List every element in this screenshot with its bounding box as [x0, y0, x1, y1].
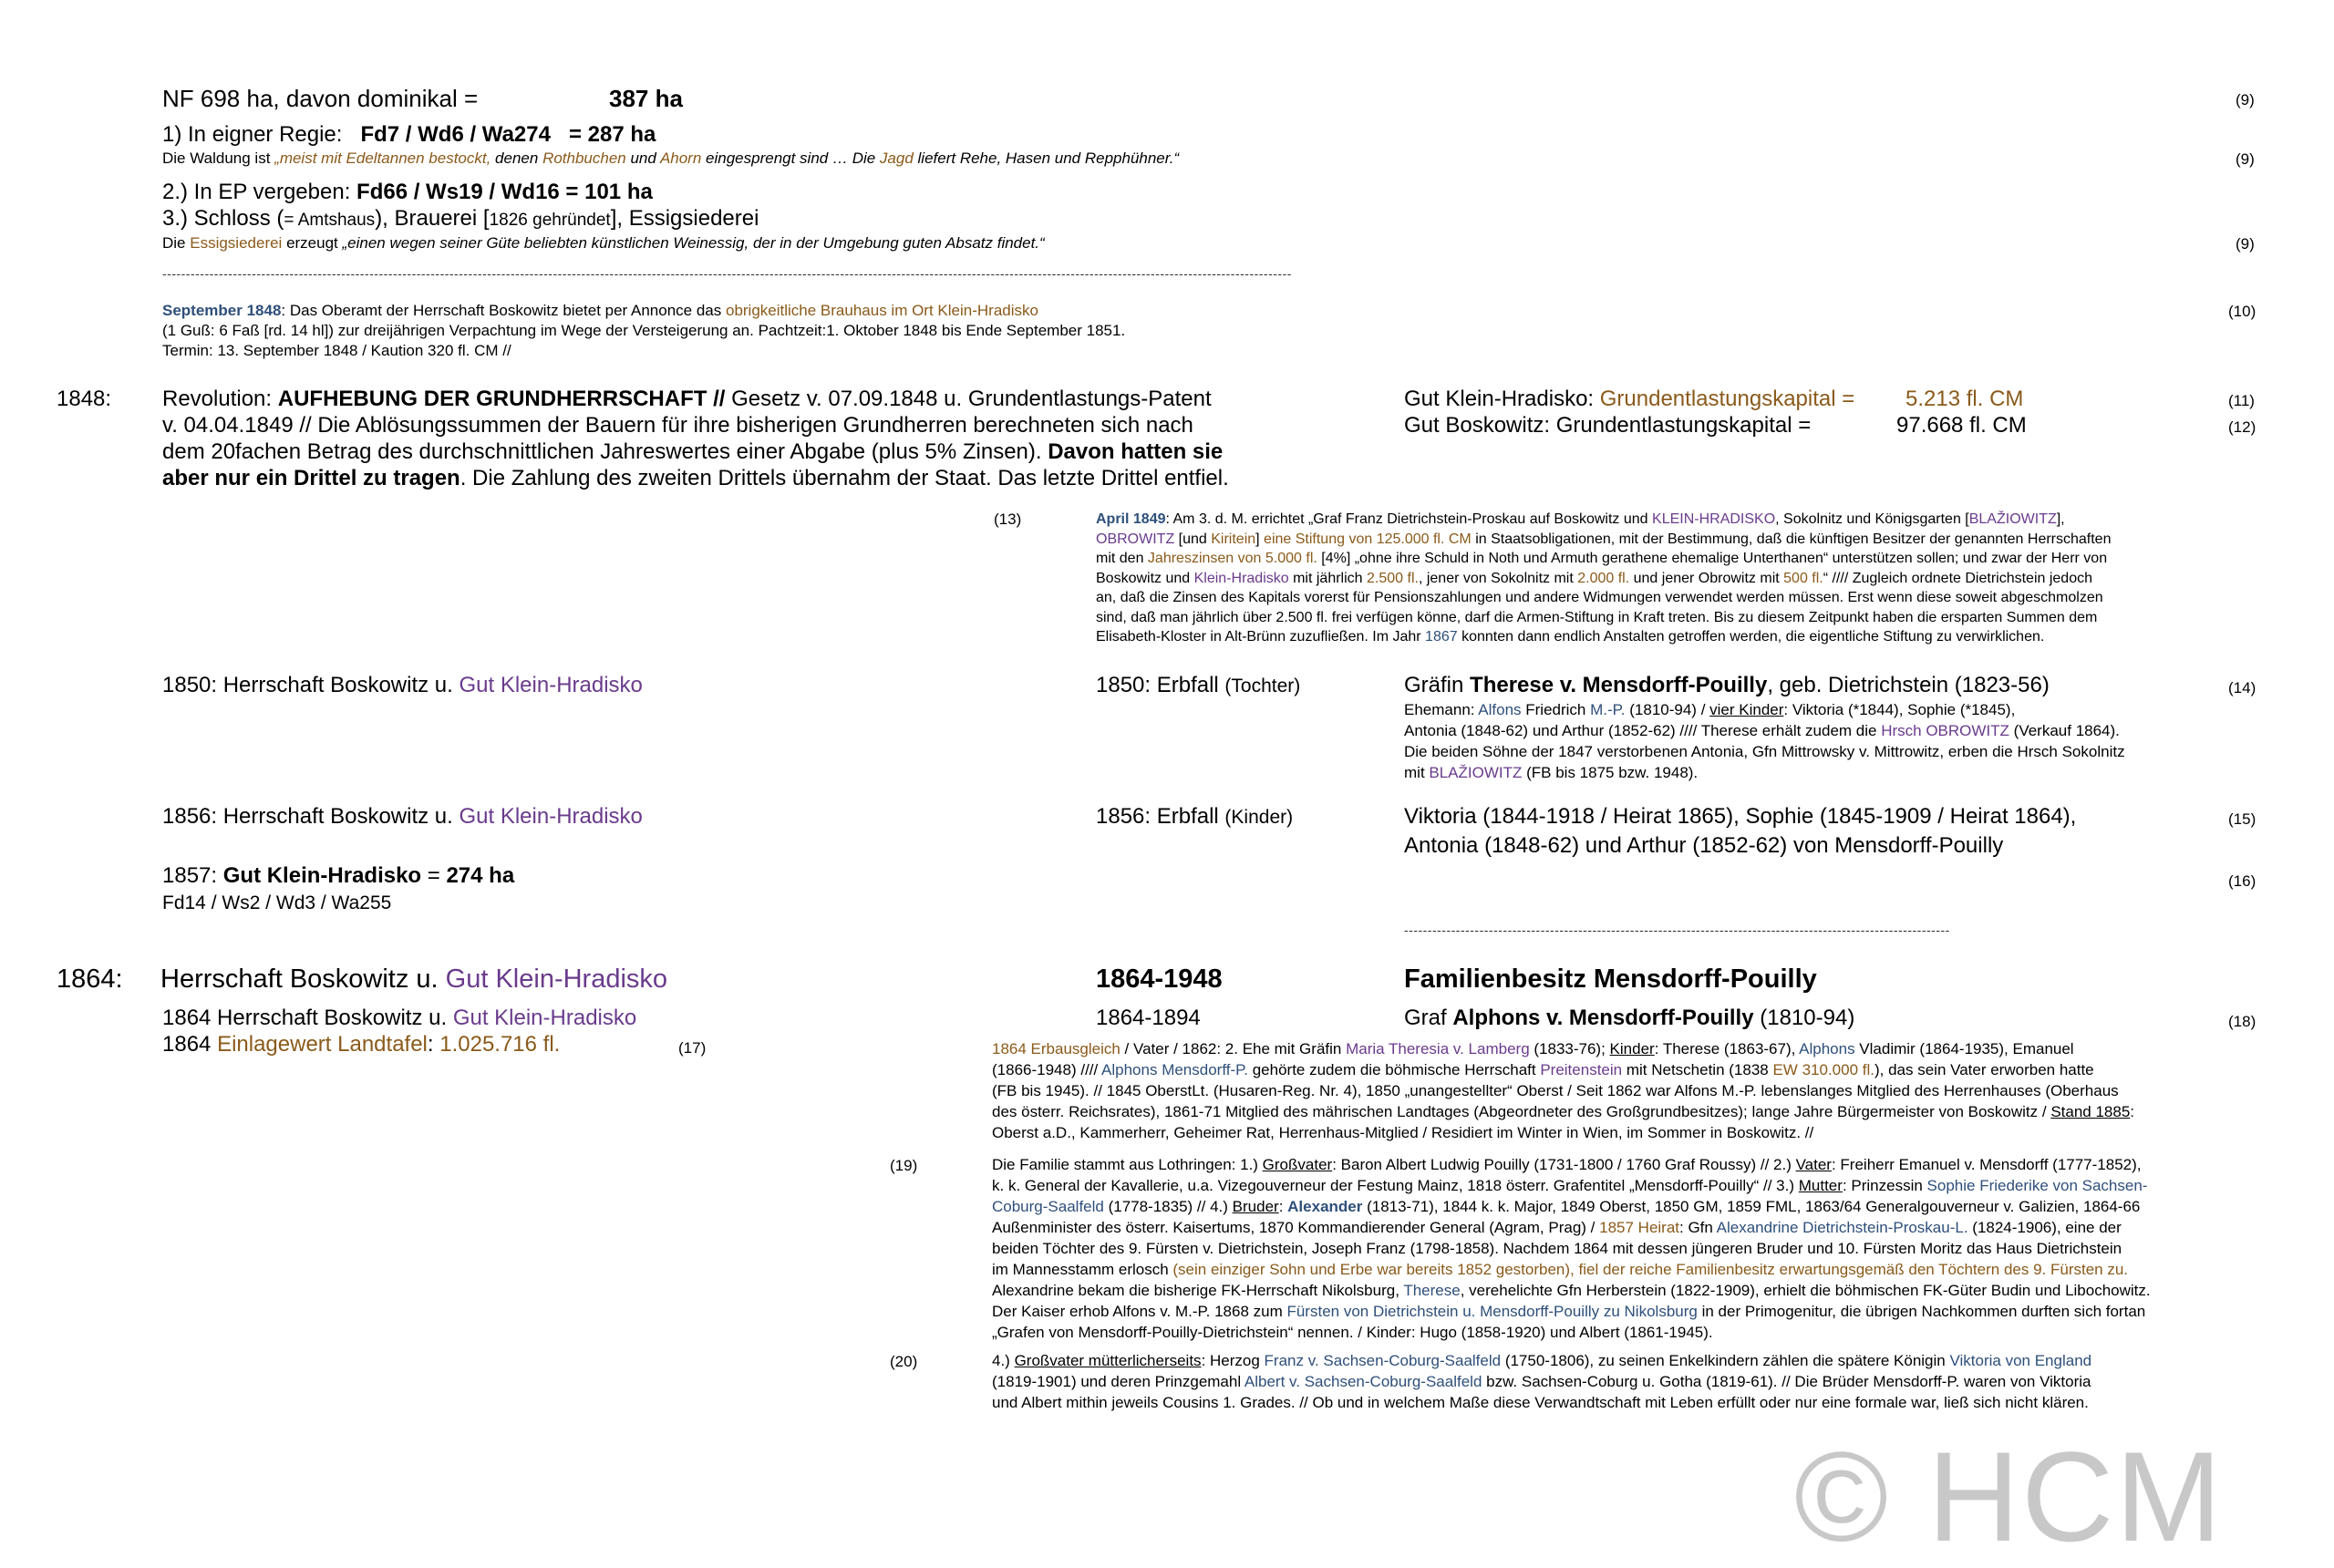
waldung-line: Die Waldung ist „meist mit Edeltannen bestockt, denen Rothbuchen und Ahorn eingesprengt sind … Die Jagd liefert Rehe, Hasen und Repphühner.“ [162, 150, 1180, 167]
y1856-r1: Viktoria (1844-1918 / Heirat 1865), Sophie (1845-1909 / Heirat 1864), [1404, 804, 2077, 829]
n19-l6: im Mannesstamm erlosch (sein einziger Sohn und Erbe war bereits 1852 gestorben), fiel der reiche Familienbesitz erwartungsgemäß den Töchtern des 9. Fürsten zu. [992, 1261, 2129, 1278]
n19-l1: Die Familie stammt aus Lothringen: 1.) Großvater: Baron Albert Ludwig Pouilly (1731-1800 / 1760 Graf Roussy) // 2.) Vater: Freiherr Emanuel v. Mensdorff (1777-1852), [992, 1156, 2142, 1173]
april-l6: sind, daß man jährlich über 2.500 fl. frei verfügen könne, darf die Armen-Stiftung in Kraft treten. Bis zu diesem Zeitpunkt haben die ersparten Summen dem [1096, 609, 2098, 625]
ref-11: (11) [2228, 392, 2255, 409]
n19-l3: Coburg-Saalfeld (1778-1835) // 4.) Bruder: Alexander (1813-71), 1844 k. k. Major, 1849 Oberst, 1850 GM, 1859 FML, 1863/64 Generalgouverneur v. Galizien, 1864-66 [992, 1198, 2141, 1215]
y1864-mid: 1864-1948 [1096, 965, 1223, 994]
april-l3: mit den Jahreszinsen von 5.000 fl. [4%] „ohne ihre Schuld in Noth und Armuth gerathene ehemalige Unterthanen“ unterstützen sollen; und zwar der Herr von [1096, 551, 2108, 566]
schloss-line: 3.) Schloss (= Amtshaus), Brauerei [1826 gehründet], Essigsiederei [162, 206, 759, 231]
ref-10: (10) [2228, 303, 2257, 320]
sep1848-l3: Termin: 13. September 1848 / Kaution 320 fl. CM // [162, 342, 511, 359]
ref-12: (12) [2228, 418, 2257, 436]
y1864-right: Familienbesitz Mensdorff-Pouilly [1404, 965, 1817, 994]
y1857-line: 1857: Gut Klein-Hradisko = 274 ha [162, 863, 515, 888]
n20-l1: 4.) Großvater mütterlicherseits: Herzog Franz v. Sachsen-Coburg-Saalfeld (1750-1806), zu seinen Enkelkindern zählen die spätere Königin Viktoria von England [992, 1352, 2092, 1369]
kh-capital-value: 5.213 fl. CM [1905, 387, 2024, 411]
ref-9b: (9) [2236, 150, 2255, 168]
ref-19: (19) [890, 1157, 918, 1174]
kh-capital: Gut Klein-Hradisko: Grundentlastungskapital = [1404, 387, 1855, 411]
n19-l7: Alexandrine bekam die bisherige FK-Herrschaft Nikolsburg, Therese, verehelichte Gfn Herberstein (1822-1909), erhielt die böhmischen FK-Güter Budin und Libochowitz. [992, 1282, 2151, 1299]
n19-l8: Der Kaiser erhob Alfons v. M.-P. 1868 zum Fürsten von Dietrichstein u. Mensdorff-Pouilly zu Nikolsburg in der Primogenitur, die übrigen Nachkommen durften sich fortan [992, 1303, 2146, 1320]
y1856-r2: Antonia (1848-62) und Arthur (1852-62) von Mensdorff-Pouilly [1404, 833, 2004, 858]
y1848-l2: v. 04.04.1849 // Die Ablösungssummen der Bauern für ihre bisherigen Grundherren berechneten sich nach [162, 413, 1193, 438]
ref-16: (16) [2228, 872, 2257, 890]
n19-l5: beiden Töchter des 9. Fürsten v. Dietrichstein, Joseph Franz (1798-1858). Nachdem 1864 mit dessen jüngeren Bruder und 10. Fürsten Moritz das Haus Dietrichstein [992, 1240, 2122, 1257]
n19-l2: k. k. General der Kavallerie, u.a. Vizegouverneur der Festung Mainz, 1818 österr. Grafentitel „Mensdorff-Pouilly“ // 3.) Mutter: Prinzessin Sophie Friederike von Sachsen- [992, 1177, 2148, 1194]
y1850-mid: 1850: Erbfall (Tochter) [1096, 673, 1301, 697]
n18-l5: Oberst a.D., Kammerherr, Geheimer Rat, Herrenhaus-Mitglied / Residiert im Winter in Wien, im Sommer in Boskowitz. // [992, 1124, 1814, 1141]
ref-9a: (9) [2236, 91, 2255, 108]
sep1848-l2: (1 Guß: 6 Faß [rd. 14 hl]) zur dreijährigen Verpachtung im Wege der Versteigerung an. Pachtzeit:1. Oktober 1848 bis Ende September 1851. [162, 322, 1126, 339]
y1864-right2: Graf Alphons v. Mensdorff-Pouilly (1810-94) [1404, 1006, 1855, 1030]
bo-capital-value: 97.668 fl. CM [1896, 413, 2027, 438]
n19-l9: „Grafen von Mensdorff-Pouilly-Dietrichstein“ nennen. / Kinder: Hugo (1858-1920) und Albert (1861-1945). [992, 1324, 1713, 1341]
sep1848-l1: September 1848: Das Oberamt der Herrschaft Boskowitz bietet per Annonce das obrigkeitliche Brauhaus im Ort Klein-Hradisko [162, 302, 1038, 319]
ref-14: (14) [2228, 679, 2257, 696]
regie-line: 1) In eigner Regie: Fd7 / Wd6 / Wa274 = 287 ha [162, 122, 656, 147]
april-l7: Elisabeth-Kloster in Alt-Brünn zuzufließen. Im Jahr 1867 konnten dann endlich Anstalten getroffen werden, die eigentliche Stiftung zu verwirklichen. [1096, 629, 2045, 645]
watermark: © HCM [1794, 1425, 2224, 1568]
year-1864: 1864: [57, 965, 123, 994]
y1857-codes: Fd14 / Ws2 / Wd3 / Wa255 [162, 892, 392, 913]
y1864-mid2: 1864-1894 [1096, 1006, 1201, 1030]
y1856-left: 1856: Herrschaft Boskowitz u. Gut Klein-Hradisko [162, 804, 643, 829]
y1864-l3: 1864 Einlagewert Landtafel: 1.025.716 fl. [162, 1032, 561, 1057]
nf-line [162, 84, 478, 113]
y1850-n3: Die beiden Söhne der 1847 verstorbenen Antonia, Gfn Mittrowsky v. Mittrowitz, erben die Hrsch Sokolnitz [1404, 743, 2125, 760]
ref-20: (20) [890, 1353, 918, 1370]
n20-l2: (1819-1901) und deren Prinzgemahl Albert v. Sachsen-Coburg-Saalfeld bzw. Sachsen-Coburg u. Gotha (1819-61). // Die Brüder Mensdorff-P. waren von Viktoria [992, 1373, 2091, 1390]
nf-text: NF 698 ha, davon dominikal = [162, 85, 479, 112]
y1850-n2: Antonia (1848-62) und Arthur (1852-62) //// Therese erhält zudem die Hrsch OBROWITZ (Verkauf 1864). [1404, 722, 2120, 739]
y1864-l2: 1864 Herrschaft Boskowitz u. Gut Klein-Hradisko [162, 1006, 637, 1030]
april-l2: OBROWITZ [und Kiritein] eine Stiftung von 125.000 fl. CM in Staatsobligationen, mit der Bestimmung, daß die künftigen Besitzer der genannten Herrschaften [1096, 531, 2112, 547]
essig-line: Die Essigsiederei erzeugt „einen wegen seiner Güte beliebten künstlichen Weinessig, der in der Umgebung guten Absatz findet.“ [162, 234, 1045, 252]
nf-value: 387 ha [609, 85, 683, 112]
n18-l3: (FB bis 1945). // 1845 OberstLt. (Husaren-Reg. Nr. 4), 1850 „unangestellter“ Oberst / Seit 1862 war Alfons M.-P. lebenslanges Mitglied des Herrenhauses (Oberhaus [992, 1082, 2119, 1099]
y1850-n4: mit BLAŽIOWITZ (FB bis 1875 bzw. 1948). [1404, 764, 1699, 781]
y1848-l4: aber nur ein Drittel zu tragen. Die Zahlung des zweiten Drittels übernahm der Staat. Das letzte Drittel entfiel. [162, 466, 1229, 490]
year-1848: 1848: [57, 387, 112, 411]
april-l1: April 1849: Am 3. d. M. errichtet „Graf Franz Dietrichstein-Proskau auf Boskowitz und KLEIN-HRADISKO, Sokolnitz und Königsgarten [BLAŽIOWITZ], [1096, 511, 2065, 527]
y1848-l3: dem 20fachen Betrag des durchschnittlichen Jahreswertes einer Abgabe (plus 5% Zinsen). Davon hatten sie [162, 439, 1224, 464]
n20-l3: und Albert mithin jeweils Cousins 1. Grades. // Ob und in welchem Maße diese Verwandtschaft mit Leben erfüllt oder nur eine formale war, ließ sich nicht klären. [992, 1394, 2089, 1411]
n18-l4: des österr. Reichsrates), 1861-71 Mitglied des mährischen Landtages (Abgeordneter des Großgrundbesitzes); lange Jahre Bürgermeister von Boskowitz / Stand 1885: [992, 1103, 2135, 1120]
n18-l1: 1864 Erbausgleich / Vater / 1862: 2. Ehe mit Gräfin Maria Theresia v. Lamberg (1833-76); Kinder: Therese (1863-67), Alphons Vladimir (1864-1935), Emanuel [992, 1040, 2074, 1057]
ref-15: (15) [2228, 810, 2257, 828]
n18-l2: (1866-1948) //// Alphons Mensdorff-P. gehörte zudem die böhmische Herrschaft Preitenstein mit Netschetin (1838 EW 310.000 fl.), das sein Vater erworben hatte [992, 1061, 2094, 1078]
ep-line: 2.) In EP vergeben: Fd66 / Ws19 / Wd16 = 101 ha [162, 180, 653, 204]
y1856-mid: 1856: Erbfall (Kinder) [1096, 804, 1294, 829]
n19-l4: Außenminister des österr. Kaisertums, 1870 Kommandierender General (Agram, Prag) / 1857 Heirat: Gfn Alexandrine Dietrichstein-Proskau-L. (1824-1906), eine der [992, 1219, 2122, 1236]
y1864-left: Herrschaft Boskowitz u. Gut Klein-Hradisko [160, 965, 668, 994]
ref-9c: (9) [2236, 235, 2255, 253]
april-l4: Boskowitz und Klein-Hradisko mit jährlich 2.500 fl., jener von Sokolnitz mit 2.000 fl. und jener Obrowitz mit 500 fl.“ //// Zugleich ordnete Dietrichstein jedoch [1096, 570, 2092, 586]
y1850-right: Gräfin Therese v. Mensdorff-Pouilly, geb. Dietrichstein (1823-56) [1404, 673, 2050, 697]
ref-17: (17) [678, 1039, 707, 1057]
ref-13: (13) [994, 511, 1022, 528]
april-l5: an, daß die Zinsen des Kapitals vorerst für Pensionszahlungen und andere Widmungen verwendet werden müssen. Erst wenn diese soweit abgeschmolzen [1096, 590, 2103, 605]
y1848-l1: Revolution: AUFHEBUNG DER GRUNDHERRSCHAFT // Gesetz v. 07.09.1848 u. Grundentlastungs-Patent [162, 387, 1212, 411]
separator-2: -------------------------------------------------------------------------------------------------------------------- [1404, 923, 1950, 937]
ref-18: (18) [2228, 1013, 2257, 1030]
bo-capital: Gut Boskowitz: Grundentlastungskapital = [1404, 413, 1812, 438]
y1850-left: 1850: Herrschaft Boskowitz u. Gut Klein-Hradisko [162, 673, 643, 697]
separator-1: ------------------------------------------------------------------------------------------------------------------------------------------------------------------------------------------------------------------------------------------------ [162, 266, 1292, 281]
y1850-n1: Ehemann: Alfons Friedrich M.-P. (1810-94) / vier Kinder: Viktoria (*1844), Sophie (*1845), [1404, 701, 2016, 718]
